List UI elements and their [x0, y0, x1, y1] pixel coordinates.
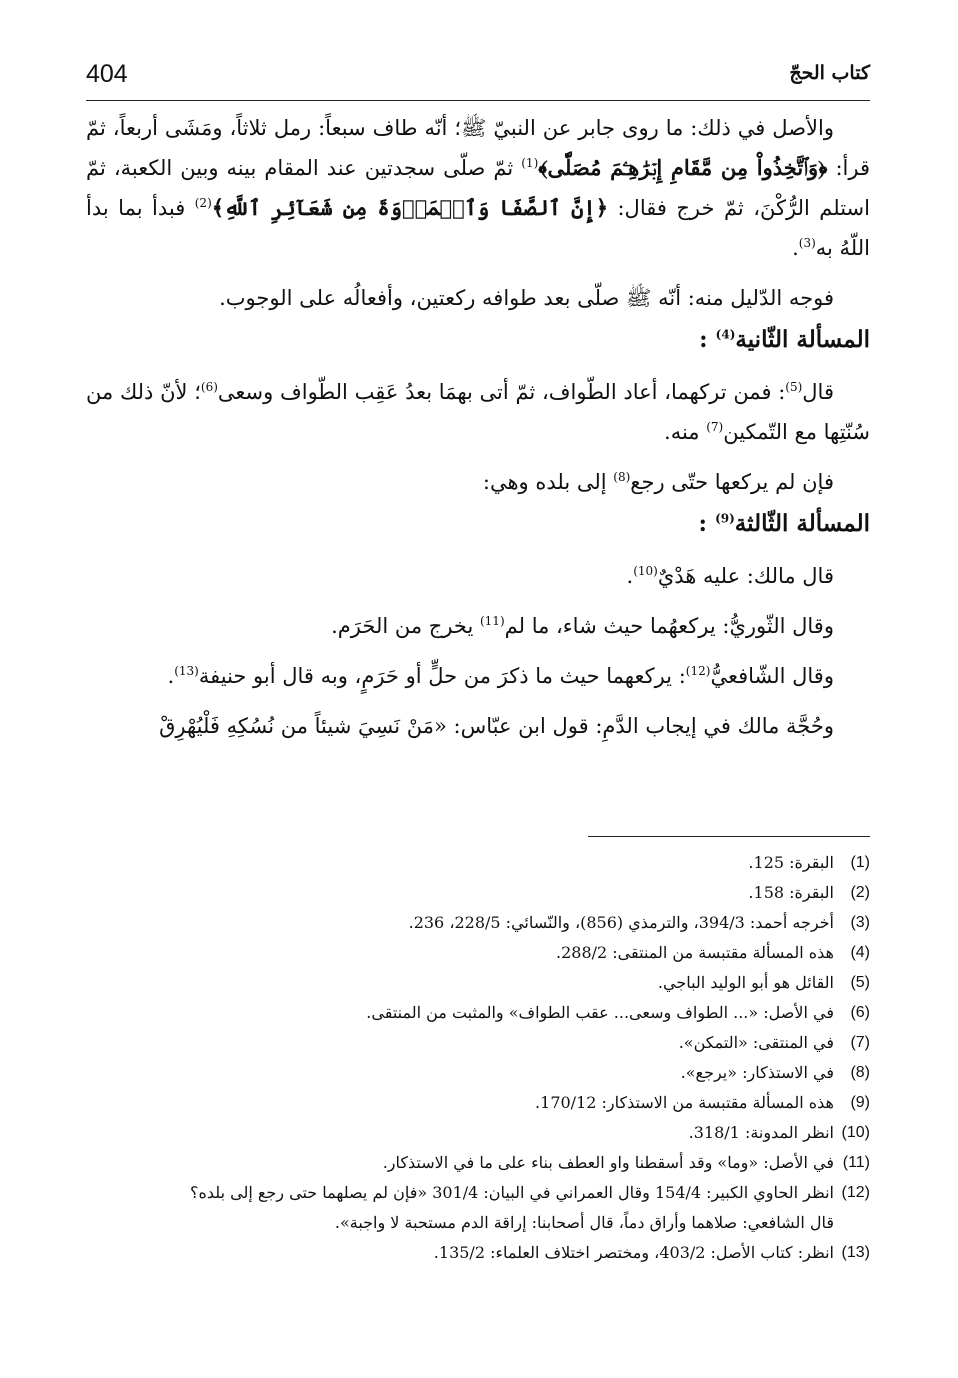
- text-run: منه.: [664, 420, 707, 444]
- footnote-continuation: قال الشافعي: صلاهما وأراق دماً، قال أصحابنا: إراقة الدم مستحبة لا واجبة».: [334, 1213, 834, 1232]
- footnote-ref-1: (1): [521, 156, 539, 170]
- footnote-text: انظر: كتاب الأصل: 403/2، ومختصر اختلاف العلماء: 135/2.: [433, 1243, 834, 1262]
- text-run: .: [792, 236, 799, 260]
- heading-text: المسألة الثّالثة: [734, 510, 870, 537]
- text-run: يخرج من الحَرَم.: [331, 614, 480, 638]
- footnote-text: في الأصل: «... الطواف وسعى... عقب الطواف» والمثبت من المنتقى.: [366, 1003, 834, 1022]
- footnote-ref-10: (10): [633, 564, 658, 578]
- footnote-number: (9): [850, 1094, 870, 1111]
- heading-colon: :: [698, 510, 708, 537]
- text-run: : فمن تركهما، أعاد الطّواف، ثمّ أتى بهمَا بعدُ عَقِب الطّواف وسعى: [217, 380, 786, 404]
- heading-colon: :: [699, 326, 708, 353]
- text-run: ؛ لأنّ ذلك من سُنّتِها مع التّمكين: [86, 380, 870, 444]
- footnote-number: (13): [841, 1244, 870, 1261]
- heading-text: المسألة الثّانية: [735, 326, 870, 353]
- footnote-number: (12): [841, 1184, 870, 1201]
- footnote-separator: [588, 836, 870, 837]
- text-run: : يركعهما حيث ما ذكرَ من حلٍّ أو حَرَمٍ، وبه قال أبو حنيفة: [198, 664, 686, 688]
- heading-third-issue: [86, 502, 870, 546]
- footnote-number: (5): [850, 974, 870, 991]
- footnote-text: أخرجه أحمد: 394/3، والترمذي (856)، والنّسائي: 228/5، 236.: [408, 913, 834, 932]
- footnote-number: (6): [850, 1004, 870, 1021]
- footnote-number: (4): [850, 944, 870, 961]
- footnote-text: [86, 1178, 834, 1238]
- footnote-ref-7: (7): [706, 420, 724, 434]
- footnote-ref-3: (3): [798, 236, 816, 250]
- text-run: فإن لم يركعها حتّى رجع: [630, 470, 834, 494]
- quran-verse-1: ﴿وَٱتَّخِذُواْ مِن مَّقَامِ إِبۡرَٰهِـۧمَ مُصَلّٗى﴾: [538, 155, 828, 180]
- paragraph-5: [86, 556, 870, 596]
- footnote-number: (1): [850, 854, 870, 871]
- footnote-text: في الاستذكار: «يرجع».: [680, 1063, 834, 1082]
- footnote-text-line: انظر الحاوي الكبير: 154/4 وقال العمراني في البيان: 301/4 «فإن لم يصلهما حتى رجع إلى بلده؟: [190, 1183, 834, 1202]
- footnote-3: [86, 908, 870, 938]
- footnote-number: (7): [850, 1034, 870, 1051]
- paragraph-4: [86, 462, 870, 502]
- page-header: [86, 56, 870, 100]
- footnote-ref-9: (9): [715, 511, 735, 526]
- footnote-9: [86, 1088, 870, 1118]
- footnote-number: (2): [850, 884, 870, 901]
- text-run: إلى بلده وهي:: [482, 470, 614, 494]
- footnote-1: [86, 848, 870, 878]
- paragraph-6: [86, 606, 870, 646]
- text-run: .: [626, 564, 634, 588]
- footnote-13: [86, 1238, 870, 1268]
- footnote-ref-5: (5): [785, 380, 803, 394]
- footnote-number: (10): [841, 1124, 870, 1141]
- footnote-5: [86, 968, 870, 998]
- main-text: [86, 108, 870, 746]
- footnote-10: [86, 1118, 870, 1148]
- page-number: 404: [86, 60, 128, 88]
- footnote-4: [86, 938, 870, 968]
- text-run: فبدأ بما بدأ اللّهُ به: [86, 196, 870, 260]
- footnote-text: القائل هو أبو الوليد الباجي.: [657, 973, 834, 992]
- paragraph-1: [86, 108, 870, 268]
- footnote-text: انظر المدونة: 318/1.: [688, 1123, 834, 1142]
- footnote-text: البقرة: 158.: [748, 883, 834, 902]
- header-rule: [86, 100, 870, 101]
- text-run: وقال الثّوريُّ: يركعهُما حيث شاء، ما لم: [504, 614, 834, 638]
- footnotes: [86, 848, 870, 1268]
- footnote-11: [86, 1148, 870, 1178]
- paragraph-3: [86, 372, 870, 452]
- footnote-ref-2: (2): [194, 196, 212, 210]
- paragraph-7: [86, 656, 870, 696]
- footnote-6: [86, 998, 870, 1028]
- footnote-number: (3): [850, 914, 870, 931]
- running-title: كتاب الحجّ: [789, 62, 870, 84]
- footnote-8: [86, 1058, 870, 1088]
- paragraph-2: فوجه الدّليل منه: أنّه ﷺ صلّى بعد طوافه ركعتين، وأفعالُه على الوجوب.: [219, 286, 834, 310]
- footnote-text: في المنتقى: «التمكن».: [678, 1033, 834, 1052]
- footnote-text: هذه المسألة مقتبسة من الاستذكار: 170/12.: [535, 1093, 834, 1112]
- footnote-number: (11): [842, 1154, 870, 1171]
- text-run: .: [167, 664, 175, 688]
- text-run: وقال الشّافعيُّ: [710, 664, 834, 688]
- footnote-12: [86, 1178, 870, 1238]
- footnote-2: [86, 878, 870, 908]
- paragraph-8: وحُجَّة مالك في إيجاب الدَّمِ: قول ابن عبّاس: «مَنْ نَسِيَ شيئاً من نُسُكِهِ فَلْيُهْرِقْ: [159, 714, 834, 738]
- text-run: ثمّ صلّى سجدتين عند المقام بينه وبين الكعبة، ثمّ استلم الرُّكْنَ، ثمّ خرج فقال:: [86, 156, 870, 220]
- text-run: قال: [802, 380, 834, 404]
- footnote-text: هذه المسألة مقتبسة من المنتقى: 288/2.: [556, 943, 834, 962]
- text-run: والأصل في ذلك: ما روى جابر عن النبيّ ﷺ؛ أنّه طاف سبعاً: رمل ثلاثاً، ومَشَى أربعاً، ثمّ قرأ:: [86, 116, 870, 180]
- footnote-ref-6: (6): [200, 380, 218, 394]
- footnote-ref-11: (11): [479, 614, 505, 628]
- footnote-text: في الأصل: «وما» وقد أسقطنا واو العطف بناء على ما في الاستذكار.: [382, 1153, 834, 1172]
- footnote-7: [86, 1028, 870, 1058]
- text-run: قال مالك: عليه هَدْيٌ: [657, 564, 834, 588]
- footnote-number: (8): [850, 1064, 870, 1081]
- heading-second-issue: [86, 318, 870, 362]
- footnote-text: البقرة: 125.: [748, 853, 834, 872]
- footnote-ref-12: (12): [685, 664, 711, 678]
- quran-verse-2: ﴿إِنَّ ٱلصَّفَا وَٱلۡمَرۡوَةَ مِن شَعَآئِرِ ٱللَّهِ﴾: [211, 195, 609, 220]
- footnote-ref-4: (4): [715, 327, 736, 342]
- footnote-ref-8: (8): [613, 470, 631, 484]
- footnote-ref-13: (13): [174, 664, 199, 678]
